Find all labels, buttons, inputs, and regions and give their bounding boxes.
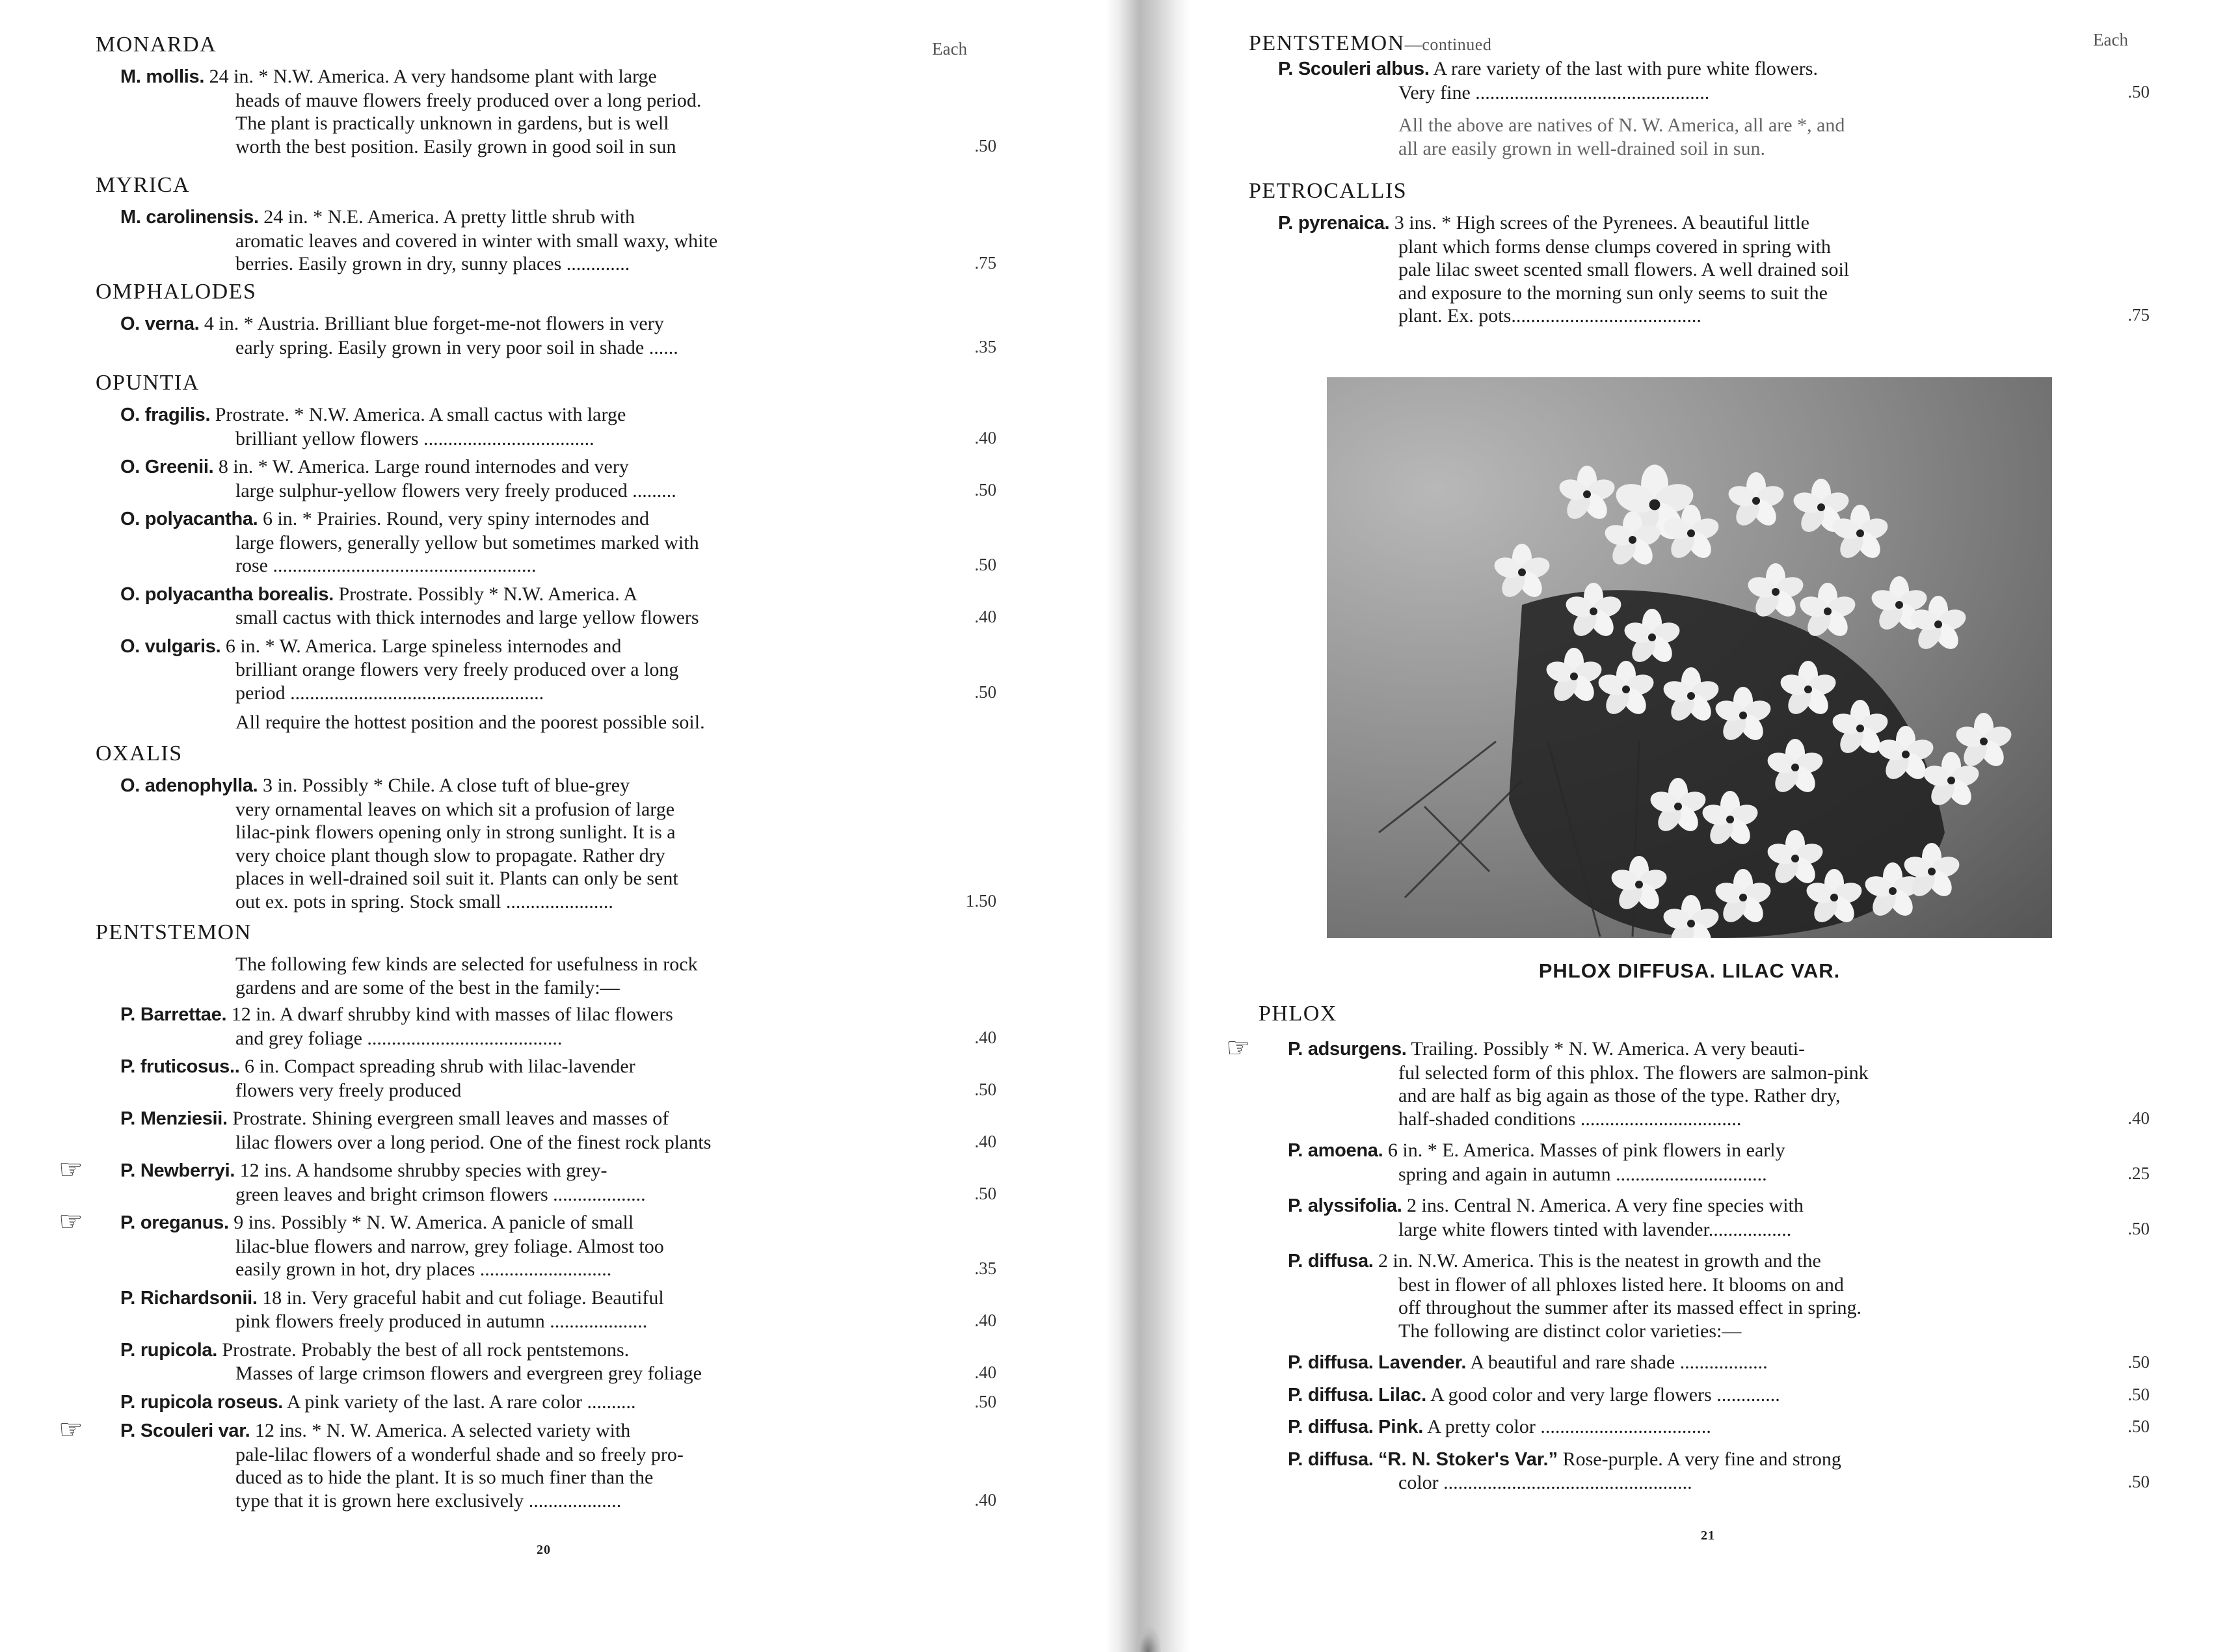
pentstemon-note: all are easily grown in well-drained soil in sun. (1398, 137, 1766, 159)
entry-description: brilliant orange flowers very freely produced over a long (235, 659, 679, 680)
entry-description: plant. Ex. pots....................................... (1398, 305, 1701, 326)
catalog-entry (120, 1107, 922, 1154)
entry-continuation-line (235, 1466, 922, 1489)
entry-description: 2 in. N.W. America. This is the neatest in growth and the (1378, 1250, 1821, 1272)
price-value: .25 (2127, 1163, 2150, 1183)
price-value: .40 (974, 1311, 996, 1330)
plant-name: P. diffusa. (1288, 1352, 1374, 1373)
catalog-entry (120, 1391, 922, 1415)
variety-name: “R. N. Stoker's Var.” (1378, 1448, 1558, 1470)
catalog-entry (120, 1003, 922, 1050)
entry-continuation-line (235, 1258, 922, 1281)
entry-first-line (120, 1003, 922, 1027)
pointing-hand-icon: ☞ (59, 1413, 83, 1445)
entry-first-line (1278, 57, 2075, 81)
entry-description: 24 in. * N.W. America. A very handsome plant with large (209, 66, 657, 87)
entry-continuation-line (235, 230, 922, 253)
plant-name: O. adenophylla. (120, 775, 258, 796)
price-value: .75 (974, 253, 996, 273)
pointing-hand-icon: ☞ (59, 1153, 83, 1185)
entry-first-line (120, 1339, 922, 1363)
entry-first-line (1288, 1139, 2075, 1163)
entry-continuation-line (235, 606, 922, 630)
entry-description: large flowers, generally yellow but sometimes marked with (235, 531, 699, 553)
entry-continuation-line (235, 867, 922, 890)
entry-continuation-line (235, 531, 922, 555)
entry-description: very ornamental leaves on which sit a profusion of large (235, 798, 675, 820)
entry-continuation-line (1398, 1163, 2075, 1186)
entry-description: brilliant yellow flowers ................................... (235, 427, 594, 449)
catalog-entry (1278, 211, 2075, 328)
price-value: .40 (974, 1363, 996, 1382)
plant-name: P. rupicola. (120, 1339, 217, 1361)
price-value: .50 (974, 135, 996, 155)
entry-description: Prostrate. Shining evergreen small leaves and masses of (232, 1108, 669, 1129)
entry-description: 12 in. A dwarf shrubby kind with masses of lilac flowers (231, 1004, 673, 1025)
entry-description: A beautiful and rare shade .................. (1470, 1352, 1768, 1373)
section-note: All require the hottest position and the poorest possible soil. (235, 712, 705, 733)
entry-continuation-line (235, 844, 922, 868)
entry-description: 6 in. * W. America. Large spineless internodes and (225, 635, 622, 657)
plant-name: P. oreganus. (120, 1212, 229, 1233)
plant-name: P. amoena. (1288, 1140, 1383, 1161)
entry-description: 3 ins. * High screes of the Pyrenees. A beautiful little (1394, 212, 1809, 233)
each-column-label-right: Each (2093, 30, 2128, 49)
entry-continuation-line (235, 890, 922, 914)
section-intro: The following few kinds are selected for usefulness in rock (235, 953, 698, 975)
price-value: .50 (974, 1391, 996, 1411)
entry-description: period .................................................... (235, 682, 544, 704)
entry-continuation-line (235, 658, 922, 682)
entry-continuation-line (235, 135, 922, 159)
each-column-label-left: Each (932, 39, 967, 59)
entry-continuation-line (1398, 282, 2075, 305)
entry-description: A pretty color ................................... (1427, 1416, 1711, 1437)
entry-continuation-line (235, 798, 922, 821)
plant-name: O. verna. (120, 313, 200, 334)
entry-description: 6 in. * Prairies. Round, very spiny internodes and (262, 508, 650, 529)
plant-name: P. fruticosus.. (120, 1056, 240, 1077)
price-value: .40 (974, 1131, 996, 1151)
entry-description: and grey foliage ........................................ (235, 1027, 563, 1049)
entry-continuation-line (1398, 1061, 2075, 1085)
entry-continuation-line (235, 89, 922, 113)
plant-name: O. vulgaris. (120, 635, 221, 657)
entry-first-line (1288, 1383, 2075, 1407)
entry-description: 6 in. Compact spreading shrub with lilac-lavender (245, 1056, 635, 1077)
plant-name: O. fragilis. (120, 405, 211, 425)
price-value: .40 (974, 607, 996, 626)
entry-description: A good color and very large flowers ............. (1430, 1383, 1780, 1406)
entry-first-line (120, 1286, 922, 1311)
entry-continuation-line (1398, 1273, 2075, 1297)
catalog-entry (120, 65, 922, 158)
price-value: .40 (974, 427, 996, 447)
plant-name: O. Greenii. (120, 457, 214, 477)
entry-description: 4 in. * Austria. Brilliant blue forget-me-not flowers in very (204, 313, 664, 334)
entry-description: lilac flowers over a long period. One of the finest rock plants (235, 1131, 712, 1153)
plant-name: P. Scouleri albus. (1278, 59, 1430, 79)
entry-description: Prostrate. Probably the best of all rock pentstemons. (222, 1339, 630, 1361)
entry-continuation-line (235, 1310, 922, 1333)
plant-name: P. pyrenaica. (1278, 213, 1390, 233)
plant-name: P. Newberryi. (120, 1160, 235, 1181)
entry-continuation-line (1398, 304, 2075, 328)
plant-name: M. carolinensis. (120, 207, 259, 228)
price-value: .50 (974, 555, 996, 574)
entry-continuation-line (235, 112, 922, 135)
catalog-entry (120, 774, 922, 913)
entry-first-line (120, 583, 922, 607)
entry-continuation-line (235, 1183, 922, 1206)
entry-description: and are half as big again as those of the type. Rather dry, (1398, 1085, 1841, 1106)
entry-description: large sulphur-yellow flowers very freely produced ......... (235, 479, 676, 501)
entry-description: 2 ins. Central N. America. A very fine species with (1407, 1195, 1804, 1216)
catalog-entry (120, 312, 922, 359)
entry-description: off throughout the summer after its massed effect in spring. (1398, 1297, 1862, 1318)
variety-name: Lavender. (1378, 1352, 1467, 1373)
catalog-entry (120, 1339, 922, 1385)
entry-description: 6 in. * E. America. Masses of pink flowers in early (1387, 1139, 1785, 1161)
section-heading: PENTSTEMON (96, 920, 252, 944)
entry-description: duced as to hide the plant. It is so much finer than the (235, 1467, 654, 1488)
price-value: .50 (974, 682, 996, 702)
price-value: .40 (974, 1027, 996, 1047)
section-heading: OMPHALODES (96, 280, 257, 304)
entry-description: color ................................................... (1398, 1472, 1692, 1493)
entry-continuation-line (235, 821, 922, 844)
entry-continuation-line (1398, 1471, 2075, 1495)
entry-description: rose ...................................................... (235, 555, 537, 576)
entry-continuation-line (235, 479, 922, 503)
entry-continuation-line (235, 1235, 922, 1259)
entry-continuation-line (1398, 1218, 2075, 1242)
gutter-bottom-shadow (1135, 1626, 1161, 1652)
catalog-entry (1288, 1383, 2075, 1407)
entry-description: Trailing. Possibly * N. W. America. A very beauti- (1411, 1038, 1806, 1059)
entry-description: green leaves and bright crimson flowers ................... (235, 1183, 646, 1205)
catalog-entry (120, 1055, 922, 1102)
entry-continuation-line (235, 1362, 922, 1385)
catalog-entry (1288, 1351, 2075, 1375)
price-value: .50 (2127, 81, 2150, 101)
section-heading: OXALIS (96, 741, 183, 766)
entry-description: berries. Easily grown in dry, sunny places ............. (235, 253, 630, 274)
price-value: .40 (2127, 1108, 2150, 1128)
entry-first-line (1278, 211, 2075, 235)
entry-first-line (120, 1419, 922, 1443)
entry-description: spring and again in autumn ............................... (1398, 1163, 1767, 1185)
entry-first-line (120, 1391, 922, 1415)
entry-description: places in well-drained soil suit it. Plants can only be sent (235, 868, 678, 889)
entry-description: lilac-blue flowers and narrow, grey foliage. Almost too (235, 1235, 664, 1257)
price-value: .35 (974, 336, 996, 356)
entry-continuation-line (1398, 235, 2075, 259)
entry-description: 9 ins. Possibly * N. W. America. A panicle of small (233, 1212, 634, 1233)
entry-description: Rose-purple. A very fine and strong (1562, 1448, 1841, 1470)
entry-first-line (1288, 1351, 2075, 1375)
catalog-entry (120, 635, 922, 705)
catalog-entry (120, 403, 922, 450)
flower-illustration (1327, 377, 2052, 938)
entry-continuation-line (1398, 1084, 2075, 1108)
page-number-left: 20 (537, 1543, 551, 1557)
entry-description: 24 in. * N.E. America. A pretty little shrub with (263, 206, 635, 228)
entry-continuation-line (235, 1027, 922, 1050)
entry-first-line (1288, 1194, 2075, 1218)
catalog-entry (1288, 1139, 2075, 1186)
entry-continuation-line (1398, 1320, 2075, 1343)
entry-first-line (120, 312, 922, 336)
entry-description: small cactus with thick internodes and large yellow flowers (235, 607, 699, 628)
entry-continuation-line (235, 252, 922, 276)
entry-continuation-line (235, 1489, 922, 1513)
entry-continuation-line (235, 427, 922, 451)
entry-description: and exposure to the morning sun only seems to suit the (1398, 282, 1828, 304)
catalog-entry (1288, 1249, 2075, 1342)
entry-first-line (120, 455, 922, 479)
entry-first-line (1288, 1249, 2075, 1273)
entry-description: ful selected form of this phlox. The flowers are salmon-pink (1398, 1061, 1869, 1084)
catalog-entry (1288, 1415, 2075, 1439)
catalog-entry (120, 507, 922, 578)
plant-name: P. adsurgens. (1288, 1039, 1407, 1059)
pointing-hand-icon: ☞ (59, 1205, 83, 1237)
price-value: 1.50 (965, 890, 996, 911)
plant-name: P. diffusa. (1288, 1448, 1374, 1470)
entry-continuation-line (1398, 81, 2075, 105)
entry-description: large white flowers tinted with lavender................. (1398, 1218, 1792, 1240)
entry-description: Masses of large crimson flowers and evergreen grey foliage (235, 1363, 702, 1384)
price-value: .40 (974, 1489, 996, 1510)
plant-name: P. rupicola roseus. (120, 1391, 284, 1413)
catalog-entry (120, 455, 922, 502)
catalog-entry (1288, 1448, 2075, 1495)
entry-description: half-shaded conditions ................................. (1398, 1108, 1742, 1130)
plant-name: P. diffusa. (1288, 1251, 1374, 1272)
entry-description: out ex. pots in spring. Stock small ...................... (235, 890, 613, 913)
entry-continuation-line (235, 1131, 922, 1154)
section-intro: gardens and are some of the best in the family:— (235, 976, 620, 998)
entry-first-line (120, 1107, 922, 1131)
entry-description: very choice plant though slow to propagate. Rather dry (235, 844, 665, 866)
section-heading: PHLOX (1259, 1002, 1337, 1026)
entry-description: 12 ins. * N. W. America. A selected variety with (254, 1420, 631, 1441)
price-value: .50 (2127, 1384, 2150, 1404)
entry-description: pink flowers freely produced in autumn .................... (235, 1311, 648, 1332)
entry-description: A rare variety of the last with pure white flowers. (1433, 58, 1818, 79)
entry-first-line (120, 774, 922, 798)
entry-description: The plant is practically unknown in gardens, but is well (235, 113, 669, 134)
entry-description: The following are distinct color varieties:— (1398, 1320, 1742, 1342)
price-value: .50 (974, 479, 996, 500)
entry-description: 3 in. Possibly * Chile. A close tuft of blue-grey (262, 775, 630, 796)
catalog-entry (120, 1286, 922, 1333)
entry-first-line (120, 1159, 922, 1183)
catalog-entry (1288, 1194, 2075, 1241)
catalog-entry (120, 1211, 922, 1281)
entry-continuation-line (235, 336, 922, 360)
entry-description: aromatic leaves and covered in winter with small waxy, white (235, 230, 718, 252)
entry-description: worth the best position. Easily grown in good soil in sun (235, 135, 676, 157)
entry-continuation-line (235, 1079, 922, 1102)
variety-name: Lilac. (1378, 1384, 1427, 1406)
catalog-entry (1288, 1037, 2075, 1130)
entry-first-line (1288, 1037, 2075, 1061)
catalog-entry (120, 206, 922, 276)
entry-first-line (120, 206, 922, 230)
pentstemon-note: All the above are natives of N. W. America, all are *, and (1398, 114, 1845, 136)
plant-name: O. polyacantha borealis. (120, 583, 334, 605)
catalog-entry (120, 583, 922, 630)
entry-description: plant which forms dense clumps covered in spring with (1398, 235, 1831, 258)
price-value: .50 (974, 1079, 996, 1099)
entry-continuation-line (235, 1443, 922, 1467)
entry-description: 12 ins. A handsome shrubby species with grey- (239, 1160, 607, 1181)
continued-label: —continued (1404, 35, 1492, 54)
entry-description: Prostrate. Possibly * N.W. America. A (338, 583, 638, 605)
entry-continuation-line (1398, 258, 2075, 282)
plant-name: P. Richardsonii. (120, 1287, 258, 1309)
price-value: .75 (2127, 305, 2150, 325)
entry-description: pale-lilac flowers of a wonderful shade and so freely pro- (235, 1443, 684, 1465)
entry-description: flowers very freely produced (235, 1079, 462, 1101)
section-heading: PETROCALLIS (1249, 179, 1407, 203)
plant-name: P. diffusa. (1288, 1384, 1374, 1406)
entry-description: easily grown in hot, dry places ........................... (235, 1259, 612, 1280)
price-value: .50 (2127, 1352, 2150, 1372)
catalog-entry (1278, 57, 2075, 104)
plant-name: P. Barrettae. (120, 1004, 227, 1025)
plant-name: P. Scouleri var. (120, 1420, 250, 1441)
photo-caption: PHLOX DIFFUSA. LILAC VAR. (1538, 959, 1841, 982)
plant-name: P. diffusa. (1288, 1417, 1374, 1437)
section-heading: MYRICA (96, 173, 191, 197)
entry-continuation-line (1398, 1108, 2075, 1131)
catalog-entry (120, 1159, 922, 1206)
heading-text: PENTSTEMON (1249, 31, 1405, 55)
entry-description: best in flower of all phloxes listed here. It blooms on and (1398, 1273, 1844, 1296)
entry-first-line (1288, 1448, 2075, 1472)
plant-name: P. Menziesii. (120, 1108, 228, 1129)
entry-continuation-line (235, 554, 922, 578)
phlox-diffusa-photo (1327, 377, 2052, 938)
entry-first-line (120, 1055, 922, 1079)
entry-description: early spring. Easily grown in very poor soil in shade ...... (235, 336, 678, 358)
entry-description: Prostrate. * N.W. America. A small cactus with large (215, 404, 626, 425)
section-heading: OPUNTIA (96, 371, 200, 395)
entry-description: type that it is grown here exclusively ................... (235, 1489, 622, 1512)
entry-description: A pink variety of the last. A rare color .......... (286, 1391, 636, 1413)
catalog-entry (120, 1419, 922, 1512)
price-value: .50 (2127, 1472, 2150, 1491)
entry-description: 8 in. * W. America. Large round internodes and very (218, 456, 629, 477)
entry-description: lilac-pink flowers opening only in strong sunlight. It is a (235, 821, 676, 843)
variety-name: Pink. (1378, 1417, 1424, 1437)
section-heading-pentstemon-continued (1249, 31, 1491, 56)
entry-description: Very fine ................................................ (1398, 81, 1710, 103)
entry-first-line (120, 403, 922, 427)
section-heading: MONARDA (96, 33, 217, 57)
plant-name: O. polyacantha. (120, 509, 258, 529)
price-value: .50 (974, 1183, 996, 1203)
entry-first-line (120, 65, 922, 89)
page-number-right: 21 (1701, 1528, 1715, 1543)
plant-name: M. mollis. (120, 66, 205, 87)
entry-first-line (120, 507, 922, 531)
pointing-hand-icon: ☞ (1226, 1032, 1251, 1063)
entry-first-line (1288, 1415, 2075, 1439)
plant-name: P. alyssifolia. (1288, 1195, 1402, 1216)
entry-continuation-line (235, 682, 922, 705)
entry-first-line (120, 635, 922, 659)
price-value: .35 (974, 1259, 996, 1278)
entry-description: heads of mauve flowers freely produced over a long period. (235, 89, 702, 111)
entry-continuation-line (1398, 1296, 2075, 1320)
price-value: .50 (2127, 1417, 2150, 1436)
entry-description: 18 in. Very graceful habit and cut foliage. Beautiful (262, 1286, 664, 1309)
entry-description: pale lilac sweet scented small flowers. A well drained soil (1398, 259, 1850, 280)
price-value: .50 (2127, 1218, 2150, 1238)
entry-first-line (120, 1211, 922, 1235)
